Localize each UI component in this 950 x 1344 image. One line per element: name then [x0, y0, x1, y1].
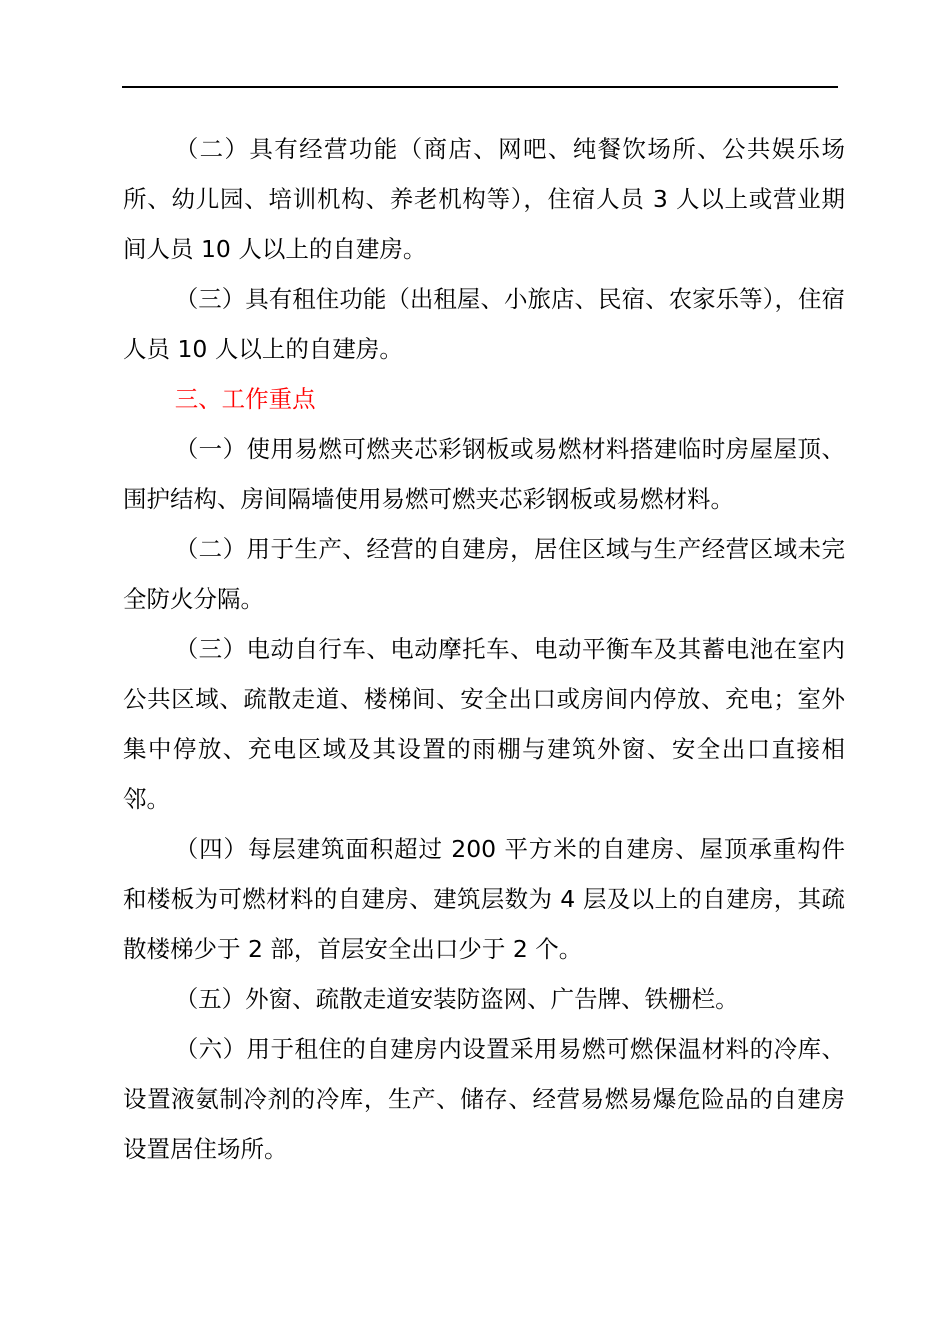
paragraph-focus-6: （六）用于租住的自建房内设置采用易燃可燃保温材料的冷库、设置液氨制冷剂的冷库，生产、储存、经营易燃易爆危险品的自建房设置居住场所。: [123, 1035, 845, 1163]
paragraph-focus-2: （二）用于生产、经营的自建房，居住区域与生产经营区域未完全防火分隔。: [123, 535, 845, 613]
paragraph-focus-1: （一）使用易燃可燃夹芯彩钢板或易燃材料搭建临时房屋屋顶、围护结构、房间隔墙使用易燃可燃夹芯彩钢板或易燃材料。: [123, 435, 845, 513]
paragraph-focus-3: （三）电动自行车、电动摩托车、电动平衡车及其蓄电池在室内公共区域、疏散走道、楼梯间、安全出口或房间内停放、充电；室外集中停放、充电区域及其设置的雨棚与建筑外窗、安全出口直接相邻。: [123, 635, 845, 813]
paragraph-item-3-rental: （三）具有租住功能（出租屋、小旅店、民宿、农家乐等），住宿人员 10 人以上的自建房。: [123, 285, 845, 363]
document-body: [123, 124, 845, 1174]
section-heading: 三、工作重点: [174, 385, 316, 413]
paragraph-item-2-business: （二）具有经营功能（商店、网吧、纯餐饮场所、公共娱乐场所、幼儿园、培训机构、养老机构等），住宿人员 3 人以上或营业期间人员 10 人以上的自建房。: [123, 135, 845, 263]
paragraph-focus-4: （四）每层建筑面积超过 200 平方米的自建房、屋顶承重构件和楼板为可燃材料的自建房、建筑层数为 4 层及以上的自建房，其疏散楼梯少于 2 部，首层安全出口少于 2 个。: [123, 835, 845, 963]
paragraph-focus-5: （五）外窗、疏散走道安装防盗网、广告牌、铁栅栏。: [174, 985, 739, 1013]
header-rule: [122, 86, 838, 88]
